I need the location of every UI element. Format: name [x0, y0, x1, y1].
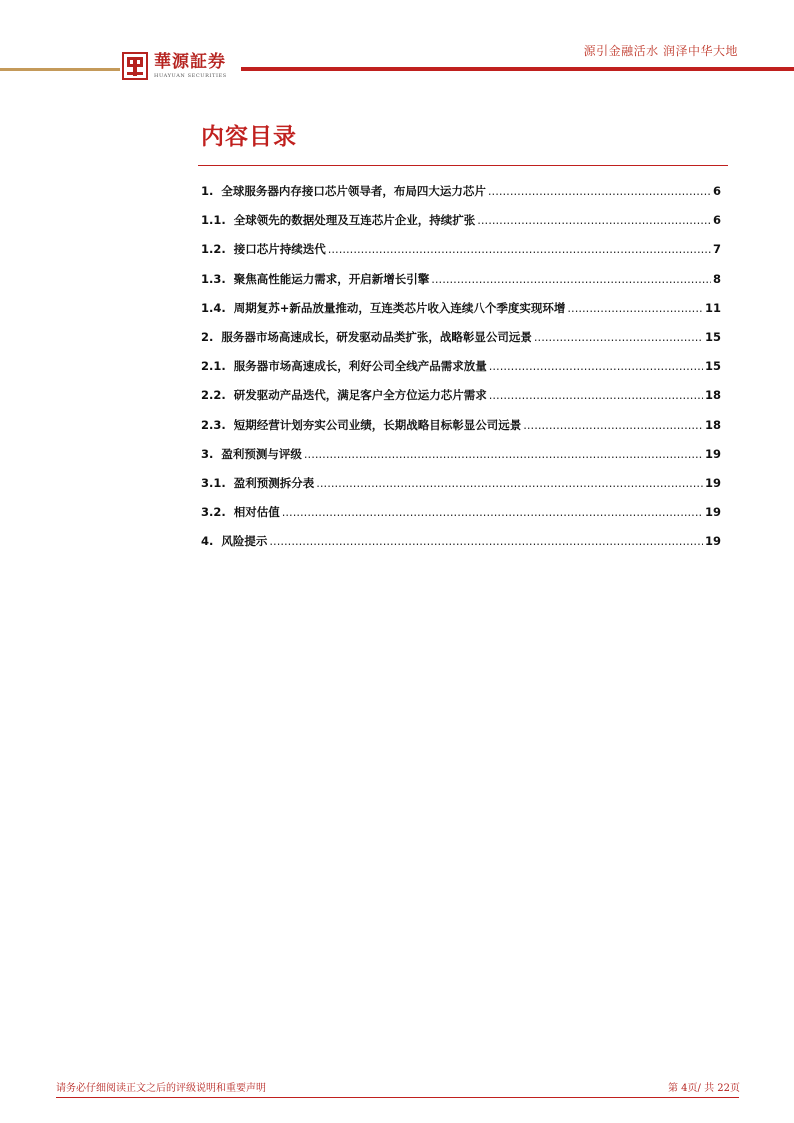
- toc-entry-title: 研发驱动产品迭代，满足客户全方位运力芯片需求: [233, 388, 487, 403]
- toc-entry[interactable]: [201, 212, 721, 241]
- toc-entry-page: 19: [704, 505, 721, 520]
- toc-entry-number: 1.2.: [201, 242, 234, 257]
- toc-entry-title: 聚焦高性能运力需求，开启新增长引擎: [233, 271, 430, 286]
- toc-entry-title: 接口芯片持续迭代: [233, 242, 326, 257]
- toc-entry-number: 2.: [201, 329, 222, 344]
- toc-entry-number: 2.3.: [201, 417, 234, 432]
- toc-entry-page: 19: [704, 534, 721, 549]
- toc-entry[interactable]: [201, 504, 721, 533]
- toc-entry-title: 全球领先的数据处理及互连芯片企业，持续扩张: [233, 213, 476, 228]
- toc-entry-title: 风险提示: [221, 534, 268, 549]
- toc-entry-page: 15: [704, 329, 721, 344]
- toc-entry-page: 19: [704, 446, 721, 461]
- toc-entry[interactable]: [201, 300, 721, 329]
- toc-entry-page: 6: [712, 213, 721, 228]
- toc-entry[interactable]: [201, 241, 721, 270]
- header-slogan: 源引金融活水 润泽中华大地: [583, 44, 738, 58]
- toc-entry-title: 全球服务器内存接口芯片领导者，布局四大运力芯片: [221, 184, 486, 198]
- logo-subtitle: HUAYUAN SECURITIES: [154, 73, 227, 79]
- footer-rule: [56, 1097, 739, 1098]
- toc-entry-number: 1.: [201, 184, 222, 198]
- toc-entry-page: 11: [704, 300, 721, 315]
- toc-entry[interactable]: [201, 183, 721, 212]
- toc-entry[interactable]: [201, 329, 721, 358]
- toc-dot-leader: [488, 184, 711, 198]
- toc-dot-leader: [534, 330, 703, 344]
- logo-wordmark: 華源証券: [154, 52, 226, 72]
- toc-entry-title: 相对估值: [233, 505, 280, 520]
- toc-entry-number: 3.1.: [201, 475, 234, 490]
- toc-entry-page: 7: [712, 242, 721, 257]
- toc-dot-leader: [567, 301, 703, 315]
- toc-divider: [198, 165, 728, 166]
- toc-entry-number: 1.4.: [201, 300, 234, 315]
- toc-entry[interactable]: [201, 417, 721, 446]
- toc-entry-page: 8: [712, 271, 721, 286]
- footer-page-info: 第 4页/ 共 22页: [668, 1083, 740, 1094]
- toc-entry-number: 2.1.: [201, 359, 234, 374]
- toc-entry-title: 盈利预测拆分表: [233, 475, 315, 490]
- toc-dot-leader: [431, 272, 711, 286]
- toc-entry-number: 2.2.: [201, 388, 234, 403]
- toc-entry-number: 3.: [201, 446, 222, 461]
- toc-dot-leader: [316, 476, 703, 490]
- toc-dot-leader: [282, 505, 703, 519]
- header-rule-right: [241, 67, 794, 71]
- toc-entry[interactable]: [201, 475, 721, 504]
- toc-entry-title: 服务器市场高速成长，利好公司全线产品需求放量: [233, 359, 487, 374]
- toc-entry-title: 短期经营计划夯实公司业绩，长期战略目标彰显公司远景: [233, 417, 522, 432]
- toc-entry[interactable]: [201, 271, 721, 300]
- seal-icon: [122, 52, 148, 80]
- toc-entry-page: 18: [704, 388, 721, 403]
- toc-entry-title: 周期复苏+新品放量推动，互连类芯片收入连续八个季度实现环增: [233, 300, 566, 315]
- toc-dot-leader: [304, 447, 703, 461]
- header-rule-left: [0, 68, 120, 71]
- toc-entry[interactable]: [201, 387, 721, 416]
- toc-dot-leader: [489, 388, 703, 402]
- toc-entry-number: 1.1.: [201, 213, 234, 228]
- toc-entry-page: 6: [712, 184, 721, 198]
- toc-entry-title: 服务器市场高速成长，研发驱动品类扩张，战略彰显公司远景: [221, 329, 532, 344]
- toc-dot-leader: [489, 359, 703, 373]
- toc-entry-page: 19: [704, 475, 721, 490]
- toc-dot-leader: [523, 418, 703, 432]
- toc-entry-page: 15: [704, 359, 721, 374]
- toc-entry-title: 盈利预测与评级: [221, 446, 302, 461]
- toc-entry-number: 4.: [201, 534, 222, 549]
- toc-list: [201, 183, 721, 562]
- toc-entry[interactable]: [201, 533, 721, 562]
- toc-entry-number: 1.3.: [201, 271, 234, 286]
- toc-dot-leader: [328, 242, 711, 256]
- footer-disclaimer: 请务必仔细阅读正文之后的评级说明和重要声明: [56, 1083, 266, 1094]
- toc-entry[interactable]: [201, 358, 721, 387]
- toc-entry-number: 3.2.: [201, 505, 234, 520]
- toc-entry-page: 18: [704, 417, 721, 432]
- toc-title: 内容目录: [201, 124, 297, 150]
- toc-dot-leader: [269, 534, 703, 548]
- company-logo: [120, 50, 238, 88]
- toc-dot-leader: [477, 213, 711, 227]
- toc-entry[interactable]: [201, 446, 721, 475]
